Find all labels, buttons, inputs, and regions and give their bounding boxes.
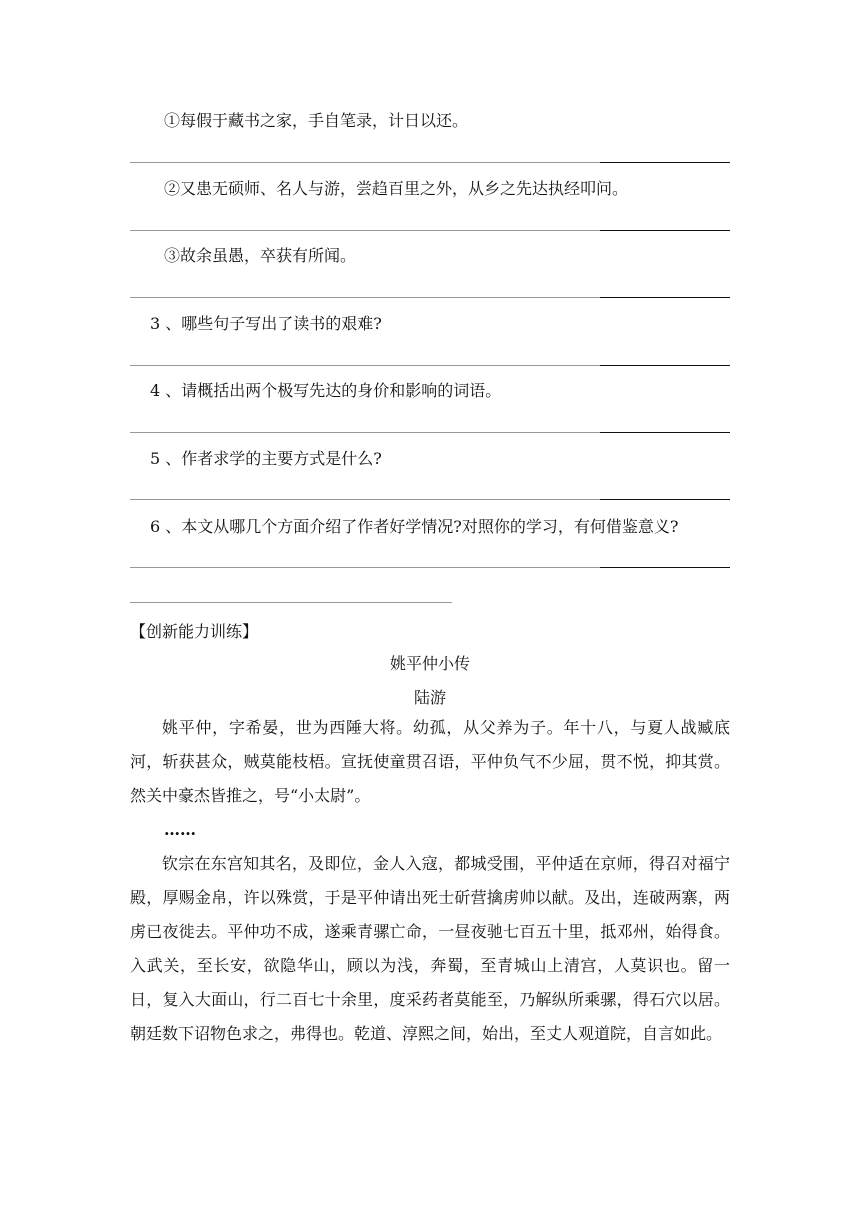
- section-heading: 【创新能力训练】: [130, 622, 259, 641]
- question-sentence-3: ③故余虽愚，卒获有所闻。: [164, 246, 357, 265]
- answer-line: [130, 567, 730, 568]
- article-paragraph-2: 钦宗在东宫知其名，及即位，金人入寇，都城受围，平仲适在京师，得召对福宁殿，厚赐金帛，许以殊赏，于是平仲请出死士斫营擒虏帅以献。及出，连破两寨，两虏已夜徙去。平仲功不成，遂乘青骡亡命，一昼夜驰七百五十里，抵邓州，始得食。入武关，至长安，欲隐华山，顾以为浅，奔蜀，至青城山上清宫，人莫识也。留一日，复入大面山，行二百七十余里，度采药者莫能至，乃解纵所乘骡，得石穴以居。朝廷数下诏物色求之，弗得也。乾道、淳熙之间，始出，至丈人观道院，自言如此。: [130, 854, 730, 1043]
- answer-line: [130, 499, 730, 500]
- question-5: 5 、作者求学的主要方式是什么?: [150, 449, 382, 468]
- question-4: 4 、请概括出两个极写先达的身价和影响的词语。: [150, 381, 502, 400]
- question-3: 3 、哪些句子写出了读书的艰难?: [150, 314, 382, 333]
- question-6: 6 、本文从哪几个方面介绍了作者好学情况?对照你的学习，有何借鉴意义?: [150, 517, 679, 536]
- question-sentence-1: ①每假于藏书之家，手自笔录，计日以还。: [164, 111, 469, 130]
- article-title: 姚平仲小传: [389, 654, 470, 673]
- ellipsis: ……: [164, 820, 196, 839]
- article-author: 陆游: [413, 688, 446, 707]
- answer-line: [130, 365, 730, 366]
- answer-line-short: [130, 602, 452, 603]
- question-sentence-2: ②又患无硕师、名人与游，尝趋百里之外，从乡之先达执经叩问。: [164, 179, 629, 198]
- answer-line: [130, 162, 730, 163]
- article-paragraph-1: 姚平仲，字希晏，世为西陲大将。幼孤，从父养为子。年十八，与夏人战臧底河，斩获甚众，贼莫能枝梧。宣抚使童贯召语，平仲负气不少屈，贯不悦，抑其赏。然关中豪杰皆推之，号“小太尉”。: [130, 718, 730, 805]
- answer-line: [130, 230, 730, 231]
- answer-line: [130, 432, 730, 433]
- answer-line: [130, 297, 730, 298]
